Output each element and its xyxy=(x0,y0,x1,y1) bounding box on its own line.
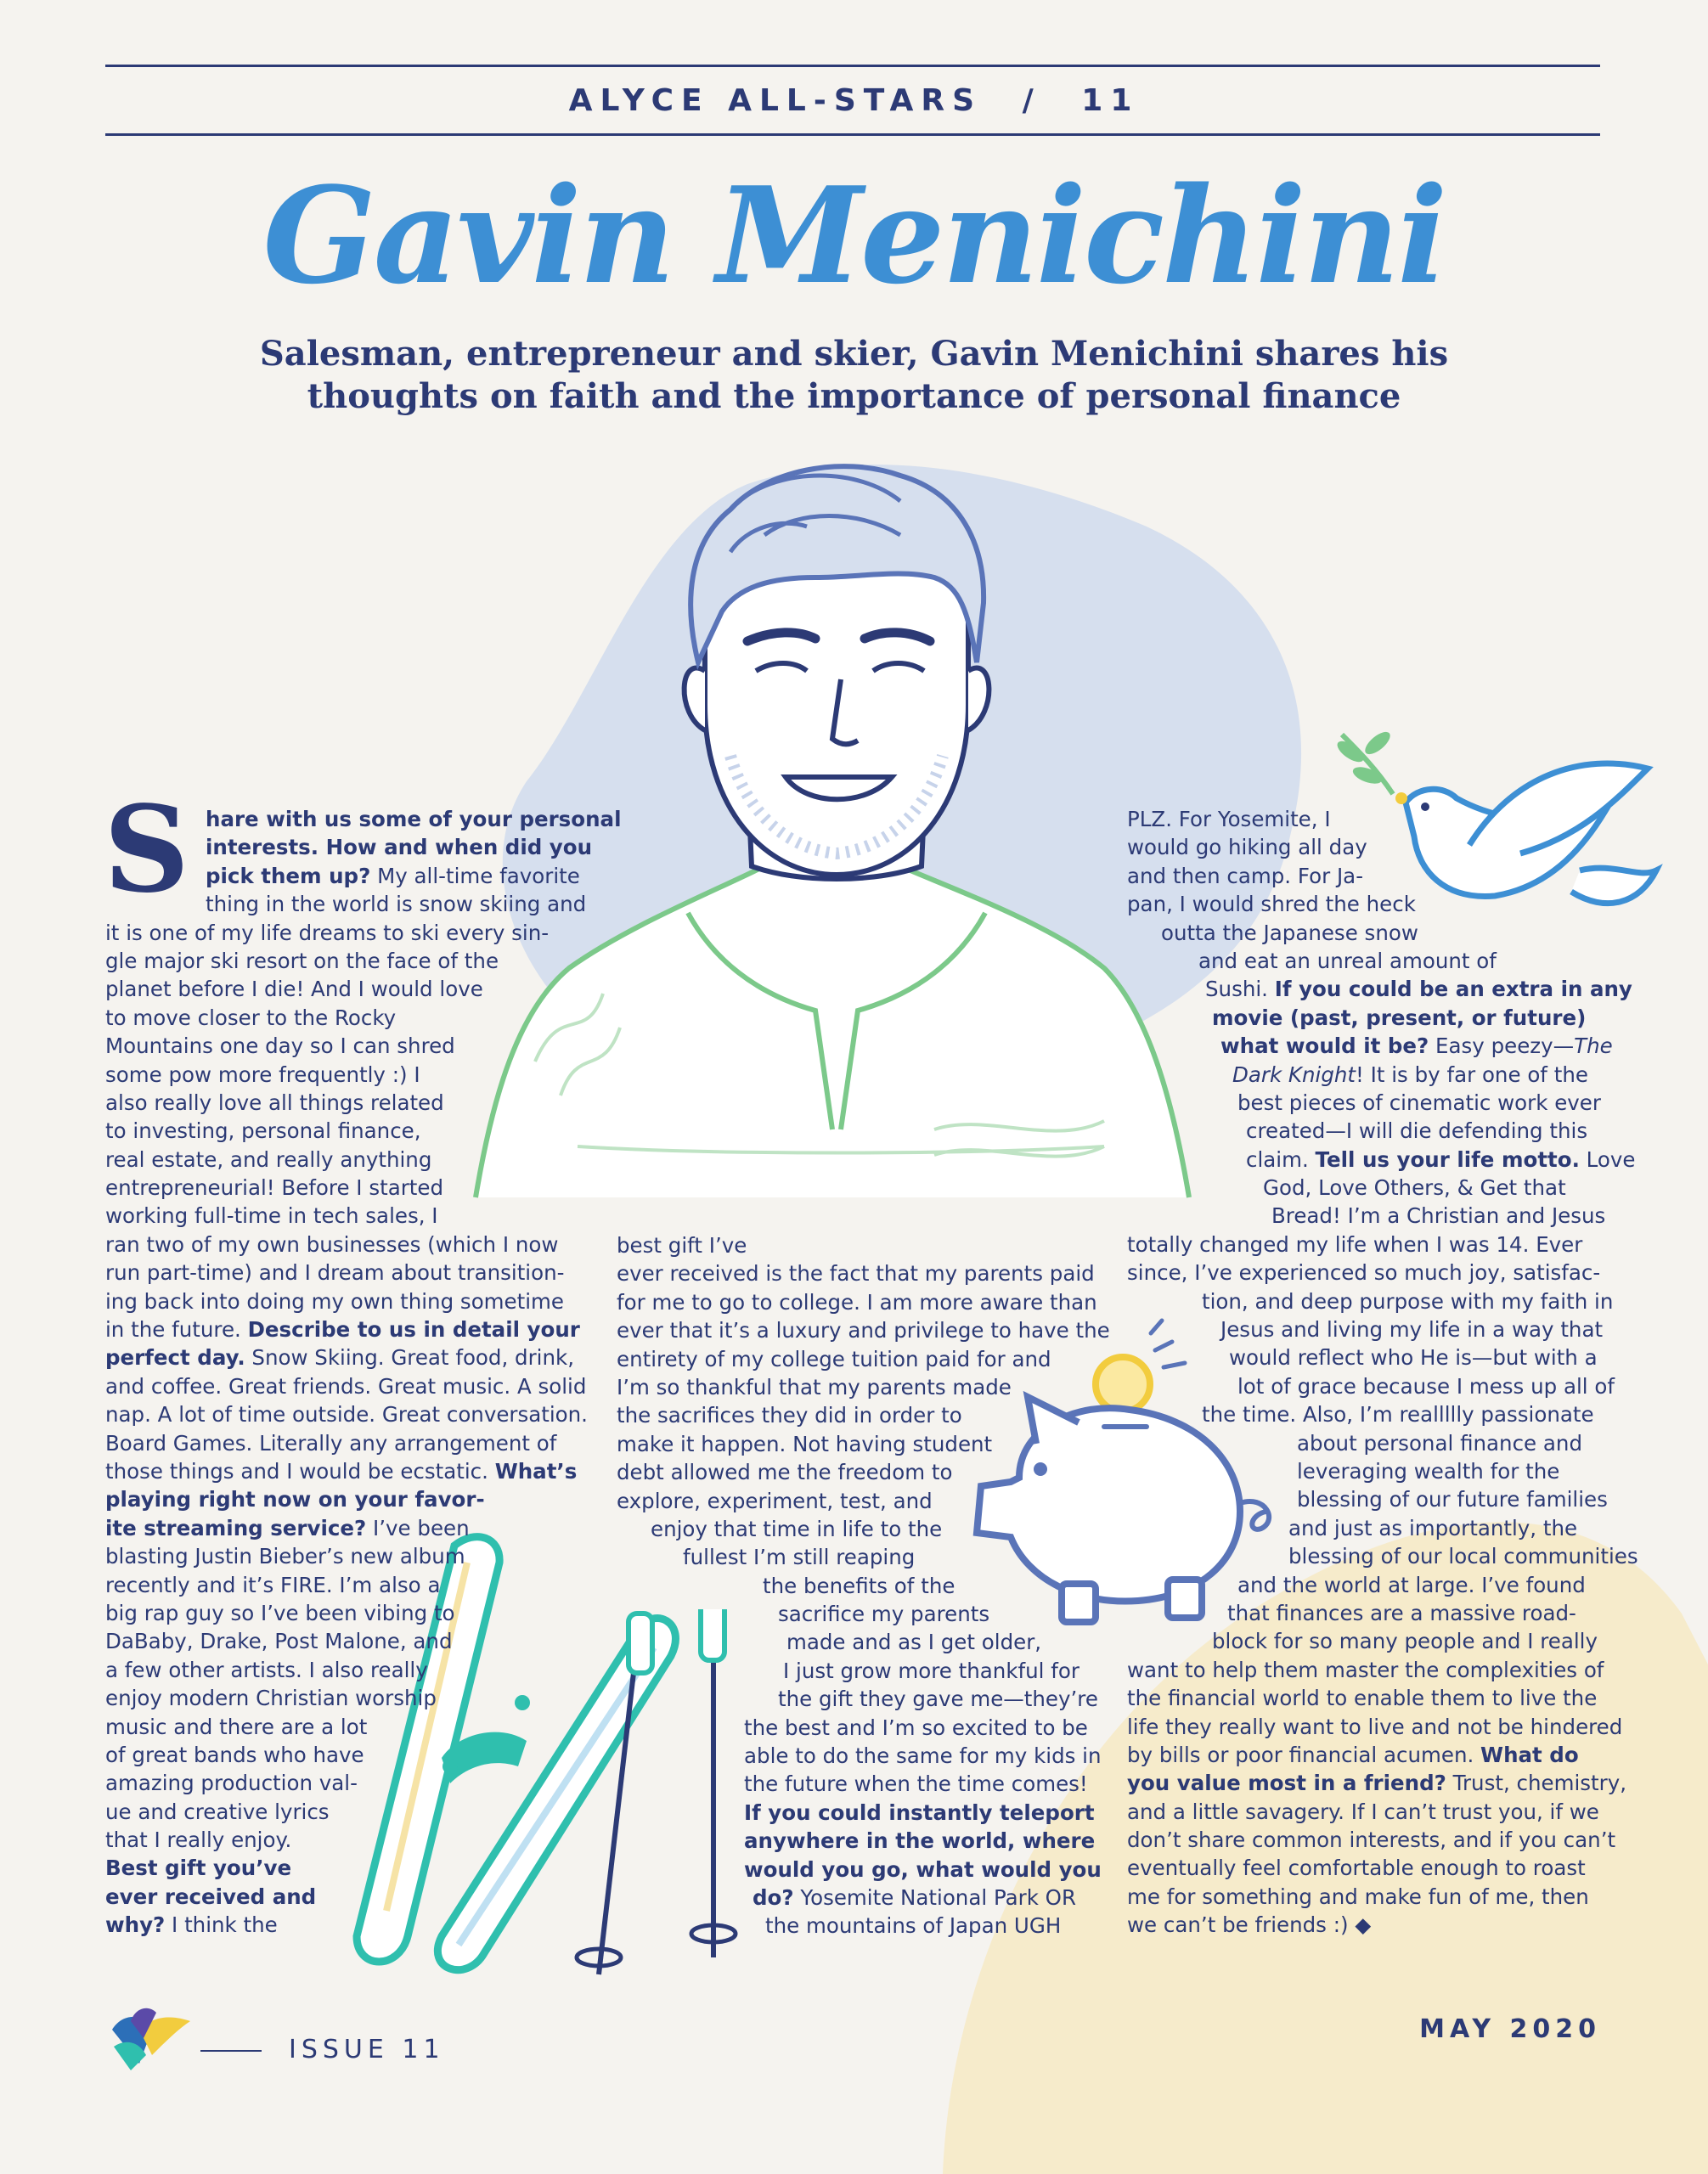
text-line xyxy=(1127,805,1638,833)
body-text: Snow Skiing. Great food, drink, xyxy=(245,1345,574,1371)
body-text: also really love all things related xyxy=(105,1090,444,1115)
body-text: to move closer to the Rocky xyxy=(105,1005,397,1030)
body-text: PLZ. For Yosemite, I xyxy=(1127,807,1331,831)
question-text: movie (past, present, or future) xyxy=(1212,1005,1587,1030)
body-text: some pow more frequently :) I xyxy=(105,1062,420,1087)
text-line xyxy=(1127,862,1638,890)
ear-right xyxy=(968,667,989,730)
kicker-separator: / xyxy=(1022,83,1041,118)
text-line xyxy=(617,1401,1110,1429)
text-line xyxy=(105,975,621,1003)
header-top-rule xyxy=(105,65,1600,67)
text-line xyxy=(105,805,621,833)
text-line xyxy=(1127,1315,1638,1343)
question-text: do? xyxy=(753,1884,794,1910)
question-text: interests. How and when did you xyxy=(206,835,593,860)
body-text: don’t share common interests, and if you can’t xyxy=(1127,1828,1616,1853)
text-line xyxy=(617,1657,1110,1685)
body-text: thing in the world is snow skiing and xyxy=(206,892,587,917)
text-line xyxy=(617,1316,1110,1344)
text-line xyxy=(105,862,621,890)
body-text: gle major ski resort on the face of the xyxy=(105,948,499,973)
body-text: blessing of our local communities xyxy=(1288,1544,1638,1569)
footer-divider xyxy=(200,2050,262,2052)
body-text: run part-time) and I dream about transition- xyxy=(105,1260,565,1286)
body-text: the mountains of Japan UGH xyxy=(765,1913,1062,1939)
text-line xyxy=(1127,1146,1638,1174)
body-text: Jesus and living my life in a way that xyxy=(1220,1317,1604,1343)
body-text: music and there are a lot xyxy=(105,1714,368,1739)
question-text: why? xyxy=(105,1912,166,1938)
text-line xyxy=(617,1827,1110,1855)
text-line xyxy=(105,1798,621,1826)
body-text: about personal finance and xyxy=(1297,1430,1582,1456)
text-line xyxy=(617,1458,1110,1486)
body-text: those things and I would be ecstatic. xyxy=(105,1458,495,1484)
text-line xyxy=(105,1061,621,1089)
text-line xyxy=(105,1571,621,1599)
issue-label: ISSUE 11 xyxy=(289,2035,445,2064)
alyce-logo-icon xyxy=(105,2004,194,2072)
body-text: by bills or poor financial acumen. xyxy=(1127,1742,1481,1767)
text-line xyxy=(1127,1174,1638,1202)
body-text: the future when the time comes! xyxy=(744,1771,1088,1797)
ear-left xyxy=(685,667,705,730)
body-text: My all-time favorite xyxy=(370,863,580,888)
question-text: anywhere in the world, where xyxy=(744,1828,1096,1854)
text-line xyxy=(1127,1571,1638,1599)
body-text: and coffee. Great friends. Great music. A solid xyxy=(105,1373,587,1399)
body-text: would go hiking all day xyxy=(1127,835,1367,860)
question-text: would you go, what would you xyxy=(744,1856,1102,1882)
text-line xyxy=(105,833,621,861)
text-line xyxy=(105,1315,621,1343)
body-text: and a little savagery. If I can’t trust you, if we xyxy=(1127,1799,1599,1824)
text-line xyxy=(105,1400,621,1428)
text-line xyxy=(617,1856,1110,1884)
question-text: What do xyxy=(1480,1742,1579,1767)
body-text: Mountains one day so I can shred xyxy=(105,1033,455,1059)
body-text: Bread! I’m a Christian and Jesus xyxy=(1271,1203,1606,1229)
body-text: Love xyxy=(1579,1146,1636,1172)
text-line xyxy=(105,1457,621,1485)
text-line xyxy=(1127,1798,1638,1826)
body-text: big rap guy so I’ve been vibing to xyxy=(105,1600,455,1625)
body-text: would reflect who He is—but with a xyxy=(1229,1345,1598,1371)
text-line xyxy=(1127,1769,1638,1797)
text-line xyxy=(617,1685,1110,1713)
article-column-2 xyxy=(617,1231,1110,1940)
text-line xyxy=(617,1572,1110,1600)
body-text: Easy peezy— xyxy=(1429,1033,1575,1059)
text-line xyxy=(105,1429,621,1457)
article-subtitle xyxy=(255,333,1453,418)
text-line xyxy=(617,1515,1110,1543)
body-text: lot of grace because I mess up all of xyxy=(1237,1373,1615,1399)
body-text: ever received is the fact that my parents paid xyxy=(617,1261,1095,1287)
question-text: Best gift you’ve xyxy=(105,1856,292,1881)
text-line xyxy=(1127,890,1638,918)
text-line xyxy=(105,1259,621,1287)
text-line xyxy=(1127,1514,1638,1542)
body-text: I’ve been xyxy=(366,1515,470,1540)
body-text: made and as I get older, xyxy=(786,1630,1042,1655)
body-text: and then camp. For Ja- xyxy=(1127,863,1364,888)
text-line xyxy=(617,1259,1110,1287)
body-text: I think the xyxy=(165,1912,278,1938)
article-column-1 xyxy=(104,780,622,1940)
text-line xyxy=(1127,1826,1638,1854)
text-line xyxy=(617,1770,1110,1798)
question-text: hare with us some of your personal xyxy=(206,807,622,831)
text-line xyxy=(1127,1231,1638,1259)
body-text: life they really want to live and not be hindered xyxy=(1127,1714,1623,1739)
body-text: Trust, chemistry, xyxy=(1446,1771,1627,1796)
text-line xyxy=(1127,1343,1638,1371)
text-line xyxy=(617,1884,1110,1912)
body-text: of great bands who have xyxy=(105,1742,364,1767)
body-text: eventually feel comfortable enough to roast xyxy=(1127,1856,1586,1881)
text-line xyxy=(1127,1287,1638,1315)
drop-cap: S xyxy=(104,780,190,920)
body-text: God, Love Others, & Get that xyxy=(1263,1175,1566,1201)
body-text: entrepreneurial! Before I started xyxy=(105,1175,444,1201)
article-column-3 xyxy=(1127,805,1638,1940)
body-text: recently and it’s FIRE. I’m also a xyxy=(105,1572,441,1597)
text-line xyxy=(1127,1599,1638,1627)
body-text: Yosemite National Park OR xyxy=(793,1884,1076,1910)
body-text: the sacrifices they did in order to xyxy=(617,1403,962,1428)
body-text: Board Games. Literally any arrangement of xyxy=(105,1430,557,1456)
question-text: ever received and xyxy=(105,1884,317,1909)
body-text: we can’t be friends :) xyxy=(1127,1912,1356,1938)
text-line xyxy=(1127,975,1638,1003)
text-line xyxy=(1127,947,1638,975)
body-text: the time. Also, I’m reallllly passionate xyxy=(1202,1402,1594,1428)
text-line xyxy=(105,1713,621,1741)
body-text: want to help them master the complexities of xyxy=(1127,1657,1604,1682)
text-line xyxy=(105,1542,621,1570)
body-text: ! It is by far one of the xyxy=(1356,1062,1588,1087)
text-line xyxy=(105,1174,621,1202)
text-line xyxy=(105,1372,621,1400)
text-line xyxy=(617,1288,1110,1316)
body-text: amazing production val- xyxy=(105,1771,358,1796)
issue-date: MAY 2020 xyxy=(1419,2014,1601,2044)
body-text: pan, I would shred the heck xyxy=(1127,892,1416,917)
header-bottom-rule xyxy=(105,133,1600,136)
question-text: If you could instantly teleport xyxy=(744,1799,1095,1825)
body-text: best gift I’ve xyxy=(617,1233,747,1258)
text-line xyxy=(617,1430,1110,1458)
text-line xyxy=(1127,1627,1638,1655)
body-text: a few other artists. I also really xyxy=(105,1657,428,1682)
body-text: me for something and make fun of me, then xyxy=(1127,1884,1589,1909)
italic-text: The xyxy=(1574,1033,1613,1059)
text-line xyxy=(1127,1372,1638,1400)
body-text: debt allowed me the freedom to xyxy=(617,1460,953,1485)
question-text: If you could be an extra in any xyxy=(1274,977,1632,1002)
text-line xyxy=(1127,1117,1638,1145)
body-text: blessing of our future families xyxy=(1297,1487,1608,1512)
text-line xyxy=(105,1826,621,1854)
body-text: it is one of my life dreams to ski every sin- xyxy=(105,920,550,945)
body-text: blasting Justin Bieber’s new album xyxy=(105,1544,465,1569)
text-line xyxy=(105,1032,621,1060)
text-line xyxy=(105,947,621,975)
text-line xyxy=(617,1345,1110,1373)
body-text: planet before I die! And I would love xyxy=(105,977,483,1002)
body-text: outta the Japanese snow xyxy=(1161,920,1418,945)
body-text: since, I’ve experienced so much joy, satisfac- xyxy=(1127,1260,1601,1286)
body-text: enjoy that time in life to the xyxy=(651,1516,943,1541)
text-line xyxy=(1127,1911,1638,1939)
page-number: 11 xyxy=(1081,83,1140,118)
text-line xyxy=(105,1202,621,1230)
question-text: perfect day. xyxy=(105,1345,245,1371)
text-line xyxy=(1127,1032,1638,1060)
body-text: DaBaby, Drake, Post Malone, and xyxy=(105,1629,453,1654)
body-text: and just as importantly, the xyxy=(1288,1515,1578,1540)
text-line xyxy=(1127,833,1638,861)
text-line xyxy=(617,1912,1110,1940)
body-text: totally changed my life when I was 14. Ever xyxy=(1127,1231,1583,1257)
question-text: pick them up? xyxy=(206,863,371,888)
body-text: working full-time in tech sales, I xyxy=(105,1203,438,1229)
body-text: for me to go to college. I am more aware than xyxy=(617,1289,1097,1315)
body-text: fullest I’m still reaping xyxy=(683,1545,916,1570)
text-line xyxy=(105,1343,621,1371)
text-line xyxy=(105,1627,621,1655)
text-line xyxy=(1127,1259,1638,1287)
body-text: leveraging wealth for the xyxy=(1297,1458,1560,1484)
italic-text: Dark Knight xyxy=(1232,1062,1356,1087)
body-text: ever that it’s a luxury and privilege to have the xyxy=(617,1318,1110,1343)
body-text: that finances are a massive road- xyxy=(1227,1600,1576,1625)
text-line xyxy=(105,1287,621,1315)
text-line xyxy=(105,919,621,947)
section-kicker xyxy=(0,83,1708,118)
question-text: Describe to us in detail your xyxy=(247,1317,580,1343)
text-line xyxy=(1127,1457,1638,1485)
text-line xyxy=(105,890,621,918)
text-line xyxy=(1127,1485,1638,1513)
text-line xyxy=(617,1487,1110,1515)
text-line xyxy=(105,1089,621,1117)
text-line xyxy=(1127,1684,1638,1712)
text-line xyxy=(1127,1741,1638,1769)
text-line xyxy=(105,1911,621,1939)
text-line xyxy=(1127,1400,1638,1428)
body-text: the best and I’m so excited to be xyxy=(744,1715,1088,1740)
text-line xyxy=(617,1543,1110,1571)
text-line xyxy=(1127,1061,1638,1089)
text-line xyxy=(105,1004,621,1032)
body-text: and the world at large. I’ve found xyxy=(1237,1572,1586,1597)
body-text: able to do the same for my kids in xyxy=(744,1743,1102,1769)
text-line xyxy=(617,1799,1110,1827)
text-line xyxy=(617,1628,1110,1656)
body-text: block for so many people and I really xyxy=(1212,1629,1598,1654)
text-line xyxy=(105,1231,621,1259)
text-line xyxy=(1127,1883,1638,1911)
body-text: to investing, personal finance, xyxy=(105,1118,421,1144)
text-line xyxy=(105,1146,621,1174)
subtitle-line: thoughts on faith and the importance of personal finance xyxy=(307,376,1401,416)
text-line xyxy=(105,1117,621,1145)
text-line xyxy=(1127,1429,1638,1457)
text-line xyxy=(105,1485,621,1513)
body-text: nap. A lot of time outside. Great conversation. xyxy=(105,1402,588,1428)
question-text: you value most in a friend? xyxy=(1127,1771,1446,1796)
body-text: best pieces of cinematic work ever xyxy=(1237,1090,1601,1115)
body-text: and eat an unreal amount of xyxy=(1198,948,1497,973)
body-text: created—I will die defending this xyxy=(1246,1118,1588,1144)
text-line xyxy=(617,1600,1110,1628)
body-text: the financial world to enable them to live the xyxy=(1127,1686,1598,1711)
body-text: real estate, and really anything xyxy=(105,1146,432,1172)
body-text: enjoy modern Christian worship xyxy=(105,1686,437,1711)
subtitle-line: Salesman, entrepreneur and skier, Gavin Menichini shares his xyxy=(259,334,1449,374)
text-line xyxy=(105,1769,621,1797)
question-text: Tell us your life motto. xyxy=(1315,1146,1580,1172)
body-text: tion, and deep purpose with my faith in xyxy=(1202,1288,1614,1314)
article-title: Gavin Menichini xyxy=(262,158,1446,313)
body-text: I’m so thankful that my parents made xyxy=(617,1374,1012,1400)
body-text: sacrifice my parents xyxy=(778,1602,990,1627)
body-text: that I really enjoy. xyxy=(105,1828,292,1853)
body-text: claim. xyxy=(1246,1146,1316,1172)
body-text: ran two of my own businesses (which I now xyxy=(105,1231,559,1257)
text-line xyxy=(1127,1656,1638,1684)
body-text: ◆ xyxy=(1355,1912,1372,1938)
text-line xyxy=(1127,1089,1638,1117)
question-text: what would it be? xyxy=(1220,1033,1429,1059)
text-line xyxy=(1127,1854,1638,1882)
body-text: the benefits of the xyxy=(763,1573,955,1598)
body-text: explore, experiment, test, and xyxy=(617,1488,933,1513)
text-line xyxy=(105,1741,621,1769)
text-line xyxy=(617,1742,1110,1770)
text-line xyxy=(105,1656,621,1684)
text-line xyxy=(1127,1542,1638,1570)
text-line xyxy=(1127,919,1638,947)
body-text: ing back into doing my own thing sometime xyxy=(105,1288,564,1314)
body-text: in the future. xyxy=(105,1317,248,1343)
text-line xyxy=(617,1231,1110,1259)
text-line xyxy=(105,1514,621,1542)
text-line xyxy=(105,1883,621,1911)
body-text: Sushi. xyxy=(1205,977,1275,1002)
text-line xyxy=(617,1373,1110,1401)
body-text: entirety of my college tuition paid for and xyxy=(617,1346,1051,1371)
body-text: I just grow more thankful for xyxy=(783,1658,1079,1683)
text-line xyxy=(1127,1713,1638,1741)
text-line xyxy=(1127,1202,1638,1230)
body-text: ue and creative lyrics xyxy=(105,1799,330,1824)
text-line xyxy=(105,1684,621,1712)
text-line xyxy=(105,1599,621,1627)
text-line xyxy=(105,1854,621,1882)
body-text: the gift they gave me—they’re xyxy=(778,1687,1098,1712)
text-line xyxy=(1127,1004,1638,1032)
text-line xyxy=(617,1714,1110,1742)
question-text: ite streaming service? xyxy=(105,1515,367,1540)
question-text: What’s xyxy=(494,1458,578,1484)
kicker-label: ALYCE ALL-STARS xyxy=(568,83,983,118)
question-text: playing right now on your favor- xyxy=(105,1487,485,1512)
body-text: make it happen. Not having student xyxy=(617,1431,993,1456)
